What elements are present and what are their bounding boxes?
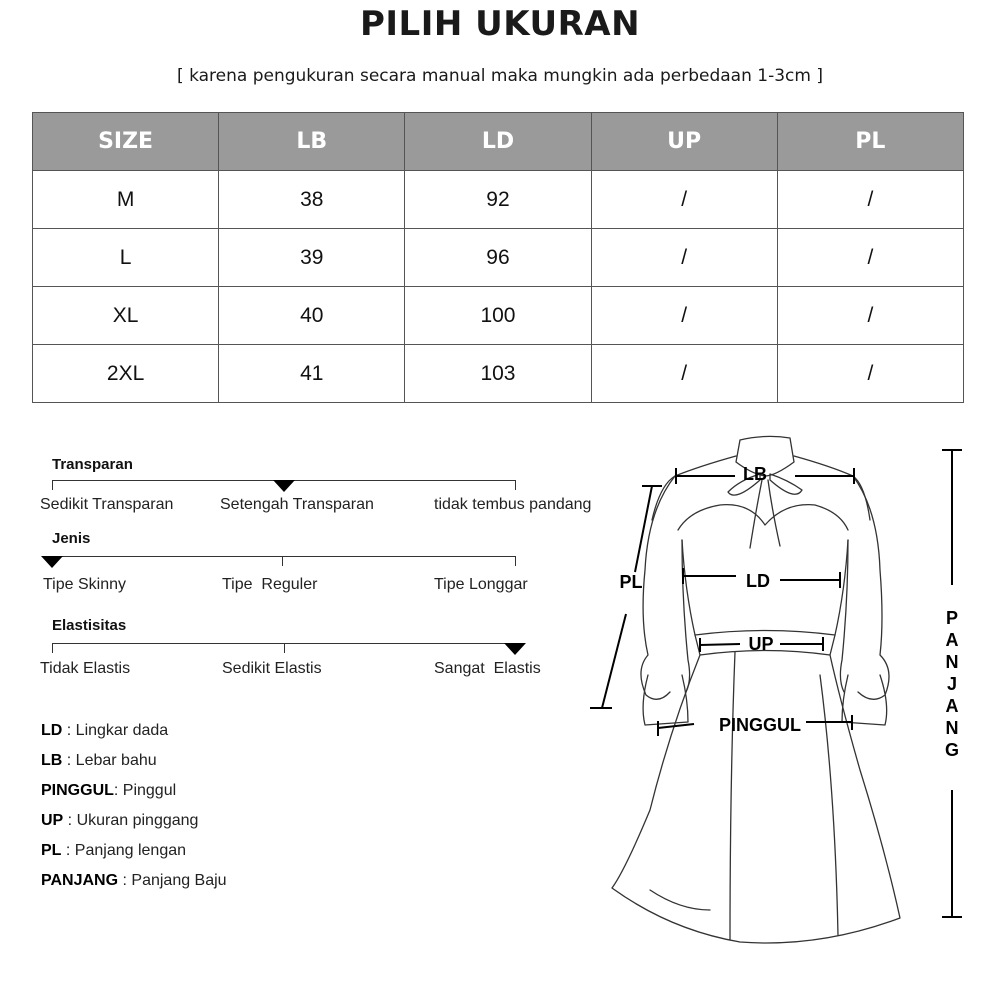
pl-label: PL — [619, 572, 643, 592]
legend-separator: : — [63, 812, 77, 829]
legend-separator: : — [62, 722, 76, 739]
scale-tick — [284, 643, 285, 653]
bodice-left-side — [682, 540, 695, 635]
right-shoulder — [794, 456, 870, 520]
lb-label: LB — [743, 464, 767, 484]
left-shoulder — [652, 456, 736, 520]
legend-item-lb — [41, 752, 441, 782]
scale-line — [52, 556, 515, 557]
scale-tick — [515, 556, 516, 566]
legend-key: PL — [41, 842, 62, 859]
legend-item-ld — [41, 722, 441, 752]
scale-tick — [52, 480, 53, 490]
scale-option: Sangat Elastis — [434, 660, 541, 677]
table-row — [33, 287, 964, 345]
right-cuff-ruffle — [842, 675, 887, 725]
table-cell: / — [777, 229, 963, 287]
legend-text: Lebar bahu — [75, 752, 157, 769]
table-row — [33, 171, 964, 229]
panjang-letter: N — [945, 652, 959, 672]
legend-item-pl — [41, 842, 441, 872]
legend-text: Ukuran pinggang — [76, 812, 199, 829]
table-cell: 41 — [219, 345, 405, 403]
scale-tick — [515, 480, 516, 490]
legend-text: Panjang Baju — [131, 872, 227, 889]
pinggul-line-left — [658, 724, 694, 728]
panjang-letter: P — [945, 608, 959, 628]
legend-key: PINGGUL — [41, 782, 114, 799]
measurement-legend — [41, 722, 441, 902]
scale-selected-marker — [41, 556, 63, 568]
bow-tie-left — [750, 480, 762, 548]
up-label: UP — [748, 634, 774, 654]
table-row — [33, 345, 964, 403]
scale-option: Sedikit Transparan — [40, 496, 174, 513]
pinggul-label: PINGGUL — [718, 715, 802, 735]
legend-separator: : — [118, 872, 132, 889]
legend-separator: : — [113, 782, 123, 799]
size-chart-table — [32, 112, 964, 403]
column-header-up: UP — [591, 113, 777, 171]
scale-tick — [52, 643, 53, 653]
table-cell: / — [777, 171, 963, 229]
panjang-letter: N — [945, 718, 959, 738]
legend-item-panjang — [41, 872, 441, 902]
scale-option: Tipe Longgar — [434, 576, 528, 593]
table-cell: / — [777, 287, 963, 345]
scale-option: Tipe Skinny — [43, 576, 126, 593]
dress-illustration — [612, 436, 900, 943]
legend-separator: : — [61, 842, 75, 859]
scale-option: Tipe Reguler — [222, 576, 318, 593]
column-header-lb: LB — [219, 113, 405, 171]
scale-option: Tidak Elastis — [40, 660, 131, 677]
elasticity-scale — [40, 617, 600, 677]
ld-label: LD — [746, 571, 770, 591]
table-cell: 100 — [405, 287, 591, 345]
scale-option: Sedikit Elastis — [222, 660, 322, 677]
skirt-fold-right — [820, 675, 838, 935]
table-cell: 39 — [219, 229, 405, 287]
panjang-letter: A — [945, 696, 959, 716]
scale-selected-marker — [273, 480, 295, 492]
left-cuff-ruffle — [643, 675, 688, 725]
yoke-seam — [678, 505, 848, 530]
legend-key: LB — [41, 752, 63, 769]
panjang-letter: A — [945, 630, 959, 650]
table-cell: 103 — [405, 345, 591, 403]
table-cell: 2XL — [33, 345, 219, 403]
column-header-size: SIZE — [33, 113, 219, 171]
legend-item-pinggul — [41, 782, 441, 812]
panjang-letter: G — [944, 740, 960, 760]
transparency-scale — [40, 456, 600, 516]
legend-key: LD — [41, 722, 63, 739]
panjang-vertical-label — [945, 608, 959, 760]
left-sleeve — [641, 476, 675, 699]
measurement-note: [ karena pengukuran secara manual maka mungkin ada perbedaan 1-3cm ] — [177, 66, 823, 86]
right-sleeve — [853, 476, 889, 699]
dress-measurement-diagram — [590, 430, 980, 960]
scale-label-transparan: Transparan — [52, 456, 133, 473]
legend-key: UP — [41, 812, 64, 829]
table-cell: 96 — [405, 229, 591, 287]
column-header-pl: PL — [777, 113, 963, 171]
table-cell: 38 — [219, 171, 405, 229]
table-cell: / — [777, 345, 963, 403]
up-line-left — [700, 644, 740, 645]
table-cell: L — [33, 229, 219, 287]
pl-line-top — [635, 486, 652, 572]
legend-separator: : — [62, 752, 76, 769]
pl-line-bottom — [602, 614, 626, 708]
skirt-outline — [612, 655, 900, 943]
table-cell: / — [591, 287, 777, 345]
table-cell: / — [591, 229, 777, 287]
legend-item-up — [41, 812, 441, 842]
legend-key: PANJANG — [41, 872, 119, 889]
scale-option: tidak tembus pandang — [434, 496, 592, 513]
skirt-fold-left — [730, 652, 735, 940]
legend-text: Panjang lengan — [74, 842, 187, 859]
scale-label-jenis: Jenis — [52, 530, 91, 547]
panjang-letter: J — [946, 674, 958, 694]
fit-type-scale — [40, 530, 600, 593]
scale-option: Setengah Transparan — [220, 496, 374, 513]
table-header-row — [33, 113, 964, 171]
table-cell: 40 — [219, 287, 405, 345]
column-header-ld: LD — [405, 113, 591, 171]
bow-right-loop — [770, 474, 802, 494]
table-cell: 92 — [405, 171, 591, 229]
scale-label-elastisitas: Elastisitas — [52, 617, 127, 634]
table-cell: XL — [33, 287, 219, 345]
page-title: PILIH UKURAN — [359, 4, 641, 44]
table-cell: M — [33, 171, 219, 229]
legend-text: Pinggul — [122, 782, 177, 799]
table-cell: / — [591, 171, 777, 229]
scale-tick — [282, 556, 283, 566]
legend-text: Lingkar dada — [75, 722, 169, 739]
bodice-right-side — [835, 540, 848, 635]
table-row — [33, 229, 964, 287]
table-cell: / — [591, 345, 777, 403]
scale-selected-marker — [504, 643, 526, 655]
hem-fold — [650, 890, 710, 910]
